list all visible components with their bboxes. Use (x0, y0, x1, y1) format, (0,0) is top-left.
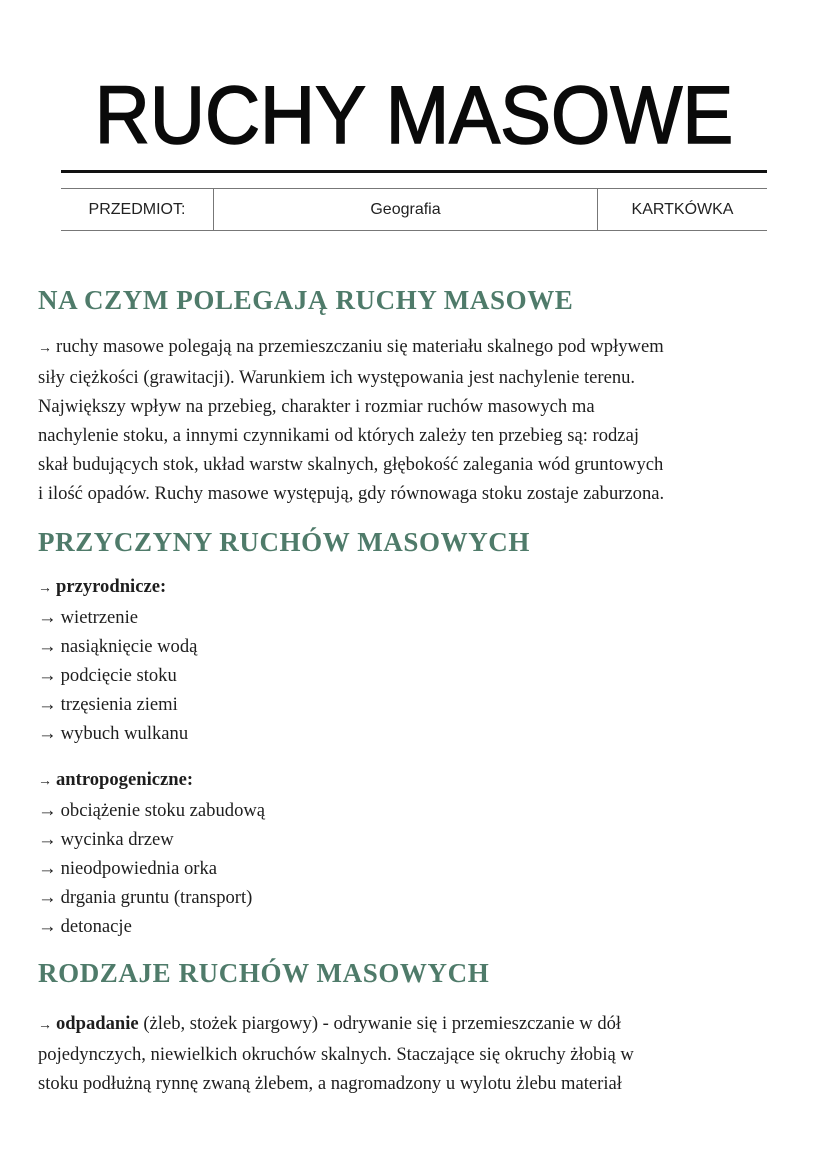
arrow-icon: → (38, 1018, 52, 1033)
type-paragraph: → odpadanie (żleb, stożek piargowy) - odrywanie się i przemieszczanie w dół pojedynczych, niewielkich okruchów skalnych. Staczające się okruchy żłobią w stoku podłużną rynnę zwaną żlebem, a nagromadzony u wylotu żlebu materiał (38, 1013, 634, 1094)
section-heading: NA CZYM POLEGAJĄ RUCHY MASOWE (38, 285, 574, 315)
list-item: → wybuch wulkanu (38, 719, 798, 748)
list-item: → podcięcie stoku (38, 661, 798, 690)
arrow-icon: → (38, 723, 57, 744)
list-item: → detonacje (38, 912, 798, 941)
natural-causes-list (38, 572, 798, 748)
para-line: ruchy masowe polegają na przemieszczaniu się materiału skalnego pod wpływem (56, 336, 664, 357)
subject-value: Geografia (214, 189, 598, 230)
title-divider (61, 170, 767, 173)
subject-label: PRZEDMIOT: (61, 189, 214, 230)
arrow-icon: → (38, 800, 57, 821)
arrow-icon: → (38, 636, 57, 657)
para-line: siły ciężkości (grawitacji). Warunkiem ich występowania jest nachylenie terenu. (38, 367, 636, 388)
para-line: Największy wpływ na przebieg, charakter i rozmiar ruchów masowych ma (38, 396, 595, 417)
group-label: → przyrodnicze: (38, 576, 167, 597)
content (38, 282, 798, 1098)
section-causes (38, 524, 798, 941)
arrow-icon: → (38, 581, 52, 596)
section-heading: PRZYCZYNY RUCHÓW MASOWYCH (38, 527, 531, 557)
para-line: pojedynczych, niewielkich okruchów skalnych. Staczające się okruchy żłobią w (38, 1044, 634, 1065)
document-type: KARTKÓWKA (631, 200, 734, 218)
section-types (38, 955, 798, 1098)
group-label: → antropogeniczne: (38, 769, 194, 790)
list-item: → drgania gruntu (transport) (38, 883, 798, 912)
arrow-icon: → (38, 858, 57, 879)
para-line: nachylenie stoku, a innymi czynnikami od których zależy ten przebieg są: rodzaj (38, 425, 639, 446)
list-item: → obciążenie stoku zabudową (38, 796, 798, 825)
list-item: → nasiąknięcie wodą (38, 632, 798, 661)
list-item: → wycinka drzew (38, 825, 798, 854)
arrow-icon: → (38, 341, 52, 356)
para-line: skał budujących stok, układ warstw skalnych, głębokość zalegania wód gruntowych (38, 454, 664, 475)
meta-table (61, 188, 767, 231)
arrow-icon: → (38, 694, 57, 715)
term: odpadanie (56, 1013, 139, 1034)
arrow-icon: → (38, 887, 57, 908)
para-line: stoku podłużną rynnę zwaną żlebem, a nagromadzony u wylotu żlebu materiał (38, 1073, 622, 1094)
page-title: RUCHY MASOWE (94, 70, 734, 161)
arrow-icon: → (38, 916, 57, 937)
arrow-icon: → (38, 829, 57, 850)
definition-paragraph (38, 332, 798, 508)
list-item: → trzęsienia ziemi (38, 690, 798, 719)
arrow-icon: → (38, 774, 52, 789)
section-definition (38, 282, 798, 508)
arrow-icon: → (38, 665, 57, 686)
section-heading: RODZAJE RUCHÓW MASOWYCH (38, 958, 490, 988)
list-item: → wietrzenie (38, 603, 798, 632)
list-item: → nieodpowiednia orka (38, 854, 798, 883)
para-line: i ilość opadów. Ruchy masowe występują, gdy równowaga stoku zostaje zaburzona. (38, 483, 665, 504)
anthropogenic-causes-list (38, 765, 798, 941)
arrow-icon: → (38, 607, 57, 628)
